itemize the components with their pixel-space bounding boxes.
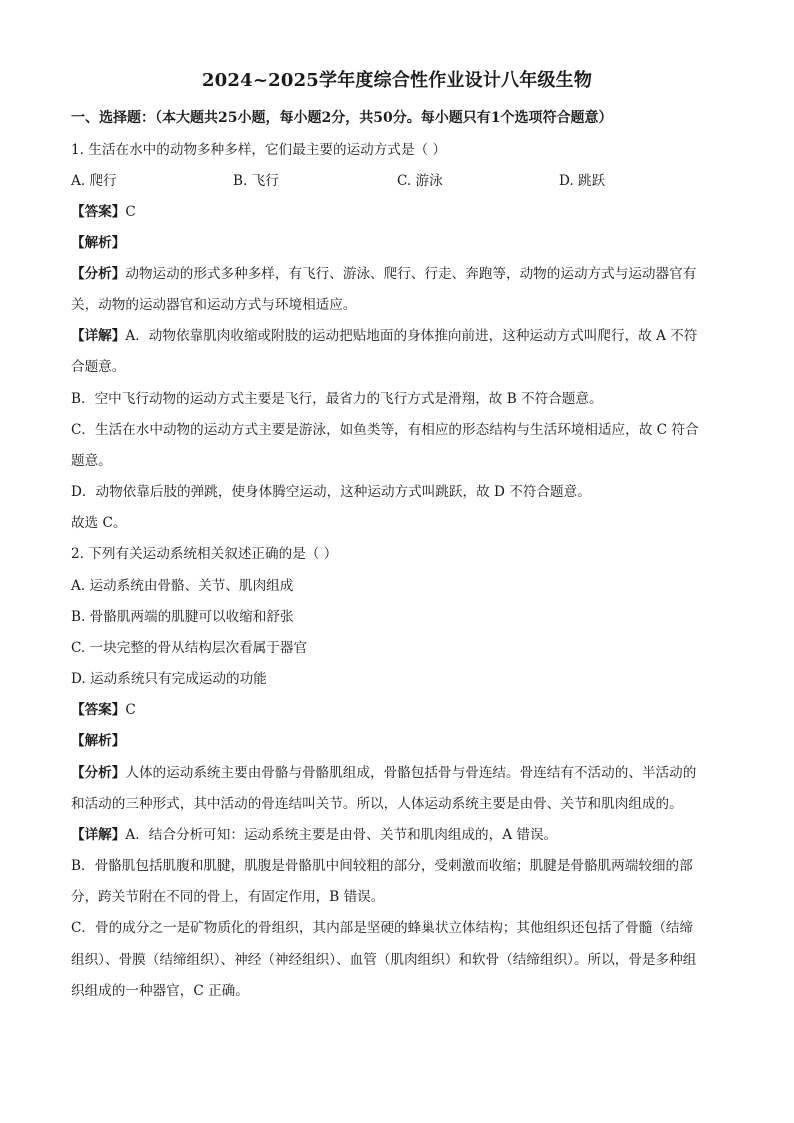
q2-option-a: A. 运动系统由骨骼、关节、肌肉组成 — [71, 578, 294, 594]
q1-answer — [71, 202, 731, 222]
jiexi-label: 【解析】 — [71, 235, 126, 251]
q1-detail-d: D．动物依靠后肢的弹跳，使身体腾空运动，这种运动方式叫跳跃，故 D 不符合题意。 — [71, 484, 591, 500]
q1-conclusion: 故选 C。 — [71, 515, 127, 531]
q2-detail-c-line2: 组织）、骨膜（结缔组织）、神经（神经组织）、血管（肌肉组织）和软骨（结缔组织）。所以，骨是多种组 — [71, 952, 697, 968]
q1-answer-value: C — [125, 204, 136, 220]
fenxi-label: 【分析】 — [71, 765, 126, 781]
q1-xiangjie-text1: A．动物依靠肌肉收缩或附肢的运动把贴地面的身体推向前进，这种运动方式叫爬行，故 A 不符 — [125, 328, 698, 344]
q2-xiangjie-text1: A．结合分析可知：运动系统主要是由骨、关节和肌肉组成的，A 错误。 — [125, 827, 558, 843]
q2-detail-c-line3: 织组成的一种器官，C 正确。 — [71, 983, 249, 999]
q1-xiangjie-line2: 合题意。 — [71, 359, 126, 375]
q1-detail-c-line2: 题意。 — [71, 453, 112, 469]
q2-answer-value: C — [125, 702, 136, 718]
q1-option-a: A. 爬行 — [71, 173, 117, 189]
q1-stem: 1. 生活在水中的动物多种多样，它们最主要的运动方式是（ ） — [71, 142, 447, 158]
q1-option-d: D. 跳跃 — [559, 173, 606, 189]
jiexi-label: 【解析】 — [71, 733, 126, 749]
q2-detail-b-line2: 分，跨关节附在不同的骨上，有固定作用，B 错误。 — [71, 889, 385, 905]
q2-detail-c-line1: C．骨的成分之一是矿物质化的骨组织，其内部是坚硬的蜂巢状立体结构；其他组织还包括了骨髓（结缔 — [71, 920, 694, 936]
xiangjie-label: 【详解】 — [71, 328, 126, 344]
answer-label: 【答案】 — [71, 204, 126, 220]
q2-fenxi-line1 — [71, 763, 731, 783]
q2-stem: 2. 下列有关运动系统相关叙述正确的是（ ） — [71, 546, 338, 562]
q2-fenxi-line2: 和活动的三种形式，其中活动的骨连结叫关节。所以，人体运动系统主要是由骨、关节和肌肉组成的。 — [71, 796, 683, 812]
q2-option-d: D. 运动系统只有完成运动的功能 — [71, 671, 267, 687]
q1-detail-b: B．空中飞行动物的运动方式主要是飞行，最省力的飞行方式是滑翔，故 B 不符合题意。 — [71, 391, 603, 407]
q1-option-c: C. 游泳 — [397, 173, 443, 189]
document-title: 2024~2025学年度综合性作业设计八年级生物 — [201, 70, 593, 91]
q1-fenxi-line1 — [71, 264, 731, 284]
q2-option-b: B. 骨骼肌两端的肌腱可以收缩和舒张 — [71, 609, 294, 625]
q1-options — [71, 171, 731, 191]
q2-detail-b-line1: B．骨骼肌包括肌腹和肌腱，肌腹是骨骼肌中间较粗的部分，受刺激而收缩；肌腱是骨骼肌两端较细的部 — [71, 858, 693, 874]
q1-xiangjie-line1 — [71, 326, 731, 346]
q1-jiexi — [71, 233, 731, 253]
q2-fenxi-text1: 人体的运动系统主要由骨骼与骨骼肌组成，骨骼包括骨与骨连结。骨连结有不活动的、半活动的 — [125, 765, 697, 781]
q1-option-b: B. 飞行 — [233, 173, 279, 189]
q1-fenxi-text1: 动物运动的形式多种多样，有飞行、游泳、爬行、行走、奔跑等，动物的运动方式与运动器官有 — [125, 266, 697, 282]
section-heading: 一、选择题：（本大题共25小题，每小题2分，共50分。每小题只有1个选项符合题意） — [71, 110, 613, 126]
q1-detail-c-line1: C．生活在水中动物的运动方式主要是游泳，如鱼类等，有相应的形态结构与生活环境相适应，故 C 符合 — [71, 422, 699, 438]
q2-option-c: C. 一块完整的骨从结构层次看属于器官 — [71, 640, 308, 656]
q2-xiangjie-line1 — [71, 825, 731, 845]
q1-fenxi-line2: 关，动物的运动器官和运动方式与环境相适应。 — [71, 297, 357, 313]
q2-answer — [71, 700, 731, 720]
fenxi-label: 【分析】 — [71, 266, 126, 282]
xiangjie-label: 【详解】 — [71, 827, 126, 843]
q2-jiexi — [71, 731, 731, 751]
answer-label: 【答案】 — [71, 702, 126, 718]
